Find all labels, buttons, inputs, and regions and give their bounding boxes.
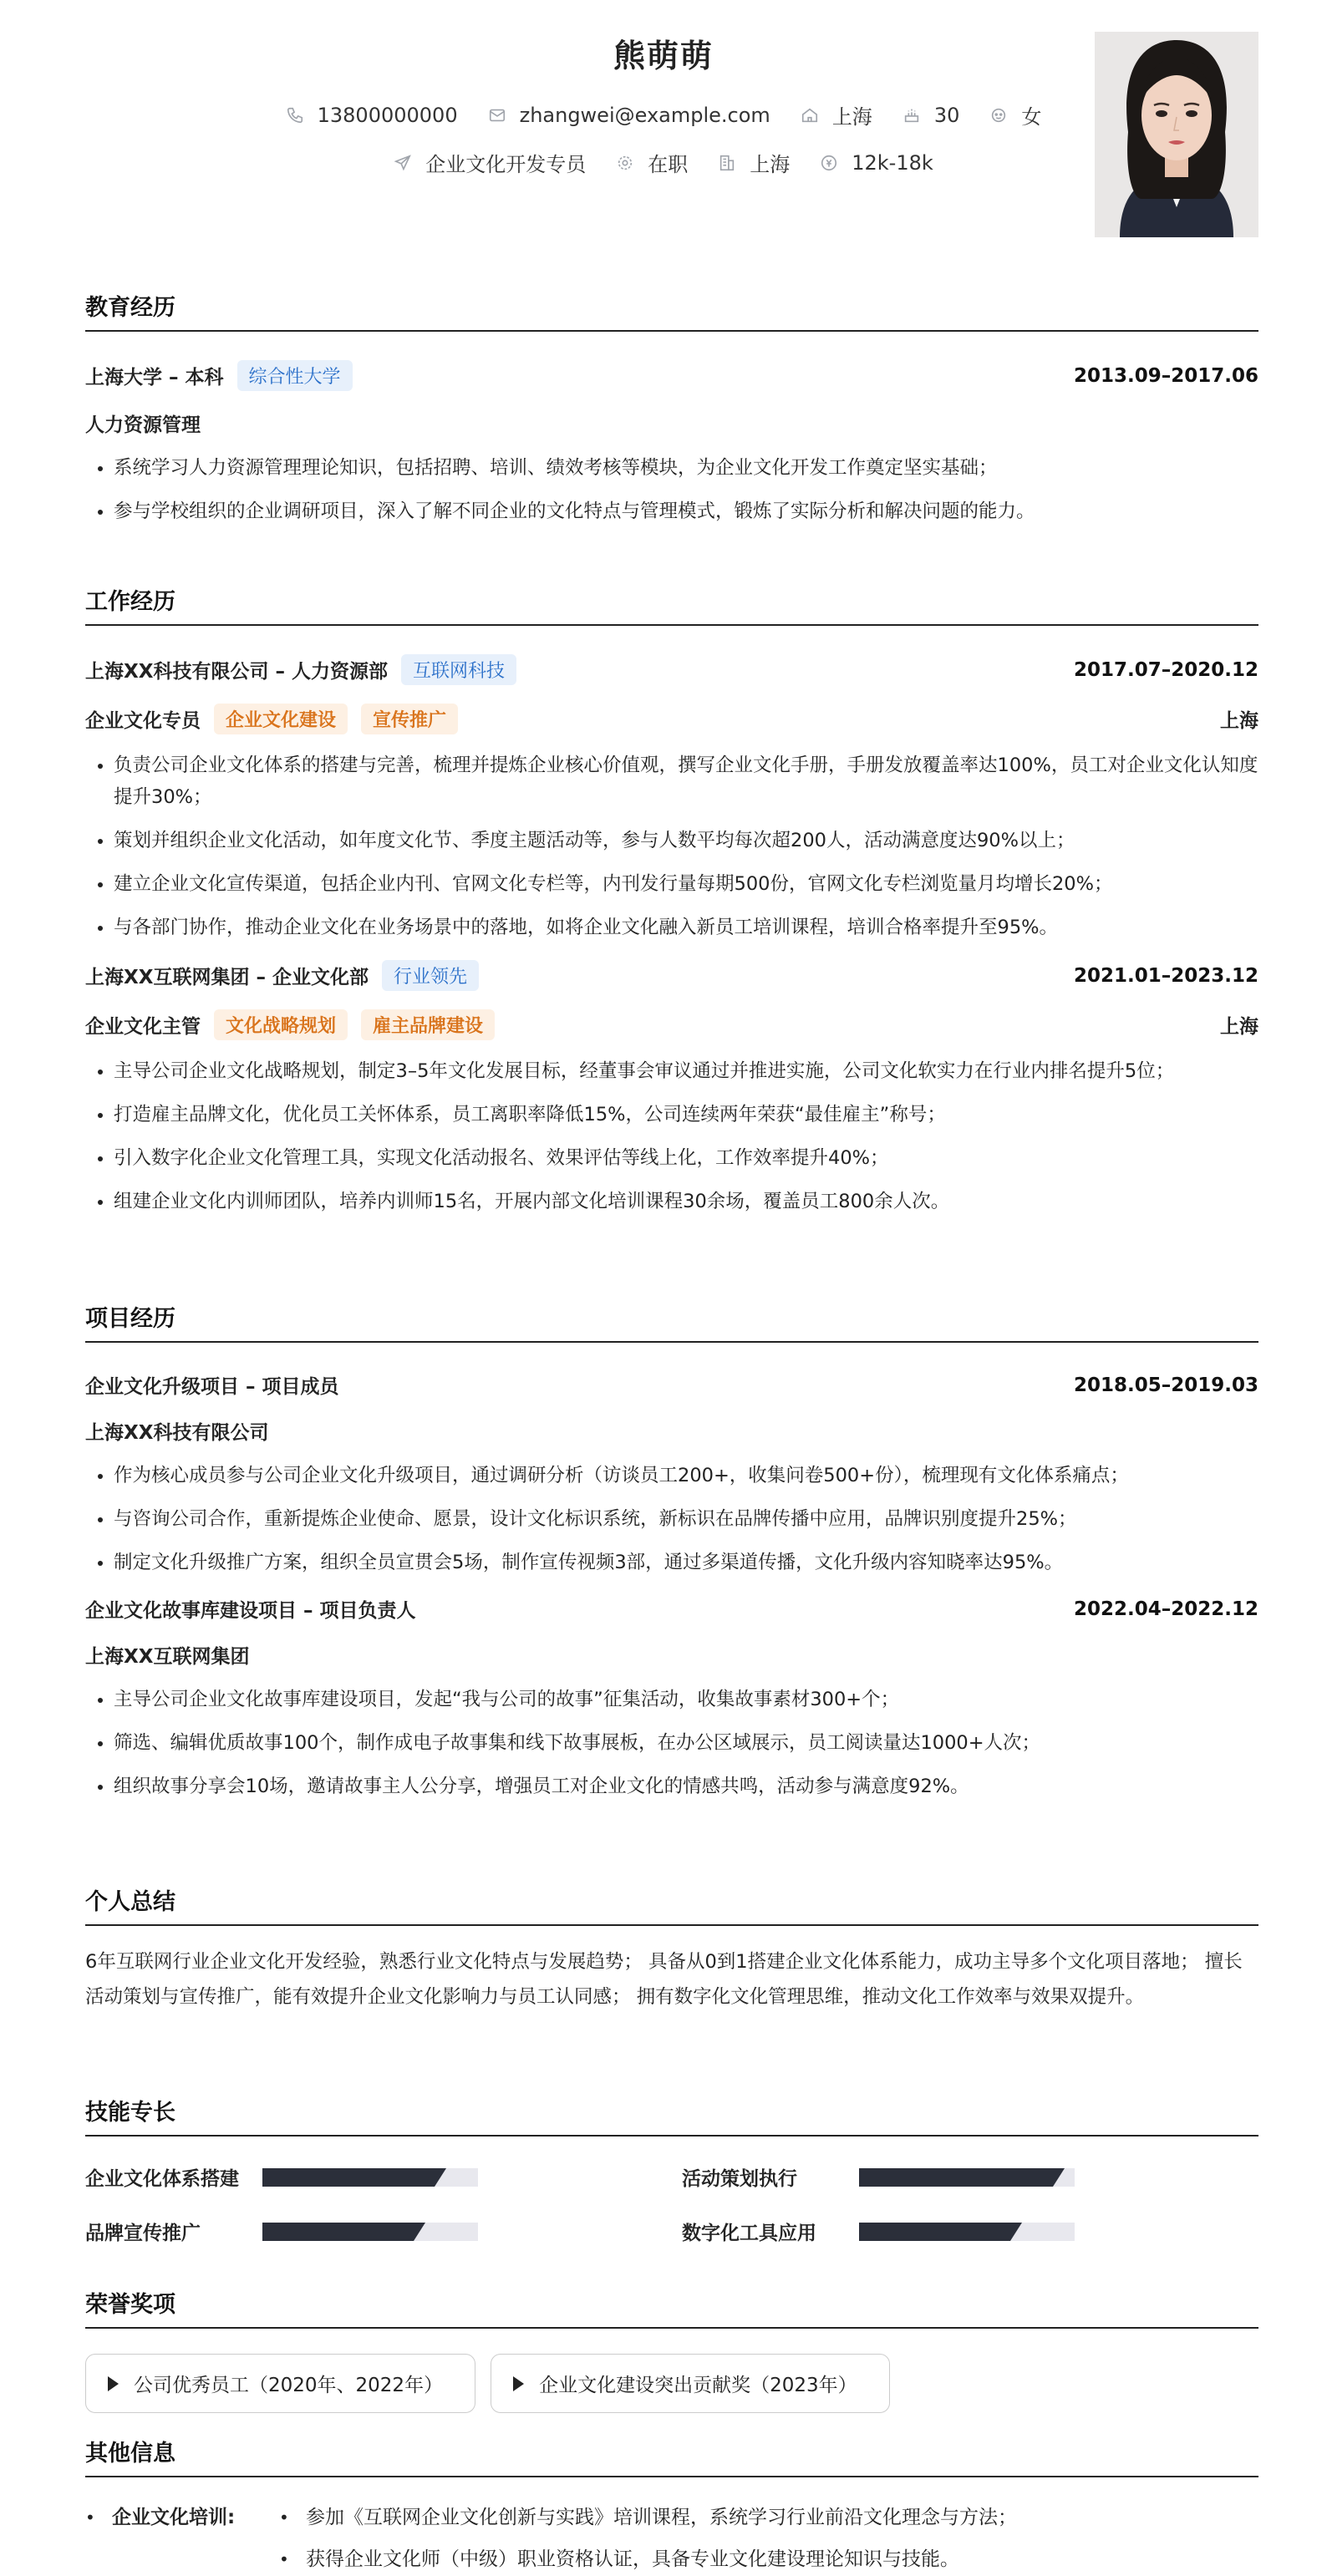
list-item: • 组建企业文化内训师团队，培养内训师15名，开展内部文化培训课程30余场，覆盖员工800余人次。 (114, 1186, 1258, 1217)
list-item: • 系统学习人力资源管理理论知识，包括招聘、培训、绩效考核等模块，为企业文化开发工作奠定坚实基础； (114, 452, 1258, 484)
list-item: • 制定文化升级推广方案，组织全员宣贯会5场，制作宣传视频3部，通过多渠道传播，文化升级内容知晓率达95%。 (114, 1547, 1258, 1578)
other-item-text: 参加《互联网企业文化创新与实践》培训课程，系统学习行业前沿文化理念与方法； (306, 2507, 1017, 2528)
work-city: 上海 (1220, 1016, 1258, 1038)
section-title: 其他信息 (85, 2435, 1258, 2477)
company-title (85, 654, 516, 685)
skill-bar-fill (262, 2168, 435, 2187)
building-icon (718, 154, 736, 172)
work-date: 2017.07–2020.12 (1073, 658, 1258, 681)
list-item: • 作为核心成员参与公司企业文化升级项目，通过调研分析（访谈员工200+，收集问卷500+份），梳理现有文化体系痛点； (114, 1460, 1258, 1491)
candidate-name: 熊萌萌 (613, 38, 714, 74)
skill-bar-fill (859, 2223, 1010, 2241)
honor-item[interactable] (491, 2354, 890, 2413)
project-org (85, 1641, 1258, 1669)
list-item: • 组织故事分享会10场，邀请故事主人公分享，增强员工对企业文化的情感共鸣，活动参与满意度92%。 (114, 1771, 1258, 1802)
school-name: 上海大学 – 本科 (85, 367, 224, 389)
other-section (85, 2435, 1258, 2576)
phone-text: 13800000000 (317, 103, 458, 127)
project-date: 2022.04–2022.12 (1073, 1598, 1258, 1620)
company-name: 上海XX科技有限公司 – 人力资源部 (85, 661, 388, 683)
section-title: 个人总结 (85, 1883, 1258, 1926)
projects-section (85, 1300, 1258, 1814)
other-items (279, 2501, 1017, 2576)
salary-item (820, 151, 933, 175)
skill-name: 企业文化体系搭建 (85, 2168, 239, 2190)
work-city: 上海 (1220, 710, 1258, 732)
honor-text: 公司优秀员工（2020年、2022年） (134, 2375, 444, 2396)
project-entry-header (85, 1371, 1258, 1399)
list-item: • 引入数字化企业文化管理工具，实现文化活动报名、效果评估等线上化，工作效率提升40%； (114, 1142, 1258, 1174)
honor-item[interactable] (85, 2354, 475, 2413)
status-text: 在职 (648, 153, 689, 176)
status-icon (616, 154, 634, 172)
section-title: 工作经历 (85, 583, 1258, 626)
email-text: zhangwei@example.com (519, 103, 770, 127)
skill-bar (859, 2168, 1075, 2187)
age-icon (902, 106, 921, 124)
skills-section (85, 2094, 1258, 2245)
position-item (394, 148, 586, 177)
skills-grid (85, 2163, 1258, 2245)
section-title: 教育经历 (85, 289, 1258, 332)
gender-icon (989, 106, 1008, 124)
company-name: 上海XX互联网集团 – 企业文化部 (85, 967, 369, 988)
role-tag: 文化战略规划 (214, 1009, 348, 1040)
school-tag: 综合性大学 (237, 360, 353, 391)
role-name: 企业文化主管 (85, 1016, 201, 1038)
list-item: • 筛选、编辑优质故事100个，制作成电子故事集和线下故事展板，在办公区域展示，员工阅读量达1000+人次； (114, 1727, 1258, 1759)
list-item: • 策划并组织企业文化活动，如年度文化节、季度主题活动等，参与人数平均每次超200人，活动满意度达90%以上； (114, 825, 1258, 856)
project-org (85, 1417, 1258, 1445)
work-entry-header (85, 654, 1258, 685)
project-entry-header (85, 1595, 1258, 1623)
gender-text: 女 (1021, 105, 1042, 129)
skill-bar-fill (262, 2223, 414, 2241)
location-text: 上海 (831, 105, 872, 129)
play-triangle-icon (108, 2376, 119, 2391)
company-tag: 互联网科技 (401, 654, 516, 685)
position-text: 企业文化开发专员 (425, 153, 587, 176)
phone-item (286, 104, 458, 127)
major (85, 409, 1258, 437)
section-title: 项目经历 (85, 1300, 1258, 1343)
skill-bar-fill (859, 2168, 1053, 2187)
mail-icon (488, 106, 506, 124)
role-tag: 宣传推广 (361, 704, 458, 734)
age-text: 30 (933, 103, 960, 127)
city-text: 上海 (750, 153, 791, 176)
project-org-name: 上海XX科技有限公司 (85, 1422, 269, 1444)
work-section (85, 583, 1258, 1229)
honors-section (85, 2286, 1258, 2413)
email-item (488, 104, 770, 127)
skill-bar (262, 2223, 478, 2241)
project-date: 2018.05–2019.03 (1073, 1374, 1258, 1396)
portrait-photo (1095, 32, 1258, 237)
major-name: 人力资源管理 (85, 414, 201, 436)
skill-name: 数字化工具应用 (682, 2223, 816, 2244)
list-item (279, 2543, 1017, 2576)
summary-section (85, 1883, 1258, 2015)
list-item: • 建立企业文化宣传渠道，包括企业内刊、官网文化专栏等，内刊发行量每期500份，官网文化专栏浏览量月均增长20%； (114, 868, 1258, 900)
skill-item (85, 2163, 682, 2191)
bullet-dot: • (279, 2549, 289, 2569)
company-tag: 行业领先 (382, 960, 479, 991)
skill-item (682, 2218, 1258, 2245)
work-bullets (85, 1055, 1258, 1217)
role-tag: 雇主品牌建设 (361, 1009, 495, 1040)
salary-icon (820, 154, 838, 172)
project-org-name: 上海XX互联网集团 (85, 1646, 250, 1668)
role-tag: 企业文化建设 (214, 704, 348, 734)
section-title: 荣誉奖项 (85, 2286, 1258, 2329)
age-item (902, 104, 960, 127)
location-item (801, 100, 872, 130)
list-item: • 负责公司企业文化体系的搭建与完善，梳理并提炼企业核心价值观，撰写企业文化手册，手册发放覆盖率达100%，员工对企业文化认知度提升30%； (114, 749, 1258, 813)
list-item: • 与各部门协作，推动企业文化在业务场景中的落地，如将企业文化融入新员工培训课程，培训合格率提升至95%。 (114, 912, 1258, 943)
list-item: • 参与学校组织的企业调研项目，深入了解不同企业的文化特点与管理模式，锻炼了实际分析和解决问题的能力。 (114, 495, 1258, 527)
skill-item (682, 2163, 1258, 2191)
avatar (1095, 32, 1258, 237)
honors-list (85, 2354, 1258, 2413)
project-name: 企业文化升级项目 – 项目成员 (85, 1376, 339, 1398)
other-info (85, 2501, 1258, 2576)
other-label: 企业文化培训: (112, 2507, 236, 2528)
education-section (85, 289, 1258, 539)
company-title (85, 960, 479, 991)
school-title (85, 360, 353, 391)
work-entry-header (85, 960, 1258, 991)
skill-bar (262, 2168, 478, 2187)
bullet-dot: • (85, 2507, 95, 2528)
skill-item (85, 2218, 682, 2245)
list-item: • 主导公司企业文化故事库建设项目，发起“我与公司的故事”征集活动，收集故事素材300+个； (114, 1684, 1258, 1715)
education-date: 2013.09–2017.06 (1073, 364, 1258, 387)
other-row (85, 2501, 1258, 2576)
honor-text: 企业文化建设突出贡献奖（2023年） (539, 2375, 857, 2396)
phone-icon (286, 106, 304, 124)
project-name: 企业文化故事库建设项目 – 项目负责人 (85, 1600, 416, 1622)
salary-text: 12k-18k (852, 150, 933, 175)
list-item: • 打造雇主品牌文化，优化员工关怀体系，员工离职率降低15%，公司连续两年荣获“最佳雇主”称号； (114, 1099, 1258, 1130)
work-date: 2021.01–2023.12 (1073, 964, 1258, 987)
work-bullets (85, 749, 1258, 943)
play-triangle-icon (513, 2376, 524, 2391)
city-item (718, 148, 790, 177)
send-icon (394, 154, 412, 172)
role-row (85, 704, 1258, 734)
bullet-dot: • (279, 2507, 289, 2528)
skill-name: 活动策划执行 (682, 2168, 797, 2190)
summary-text: 6年互联网行业企业文化开发经验，熟悉行业文化特点与发展趋势； 具备从0到1搭建企业文化体系能力，成功主导多个文化项目落地； 擅长活动策划与宣传推广，能有效提升企业文化影响力与员工认同感； 拥有数字化文化管理思维，推动文化工作效率与效果双提升。 (85, 1951, 1243, 2008)
project-bullets (85, 1460, 1258, 1578)
education-bullets (85, 452, 1258, 527)
gender-item (989, 100, 1041, 130)
other-item-text: 获得企业文化师（中级）职业资格认证，具备专业文化建设理论知识与技能。 (306, 2548, 959, 2570)
role-row (85, 1009, 1258, 1040)
status-item (616, 148, 688, 177)
list-item (279, 2501, 1017, 2534)
role-name: 企业文化专员 (85, 710, 201, 732)
section-title: 技能专长 (85, 2094, 1258, 2137)
project-bullets (85, 1684, 1258, 1802)
skill-bar (859, 2223, 1075, 2241)
education-entry-header (85, 360, 1258, 391)
home-icon (801, 106, 819, 124)
list-item: • 与咨询公司合作，重新提炼企业使命、愿景，设计文化标识系统，新标识在品牌传播中应用，品牌识别度提升25%； (114, 1503, 1258, 1535)
skill-name: 品牌宣传推广 (85, 2223, 201, 2244)
list-item: • 主导公司企业文化战略规划，制定3–5年文化发展目标，经董事会审议通过并推进实施，公司文化软实力在行业内排名提升5位； (114, 1055, 1258, 1087)
